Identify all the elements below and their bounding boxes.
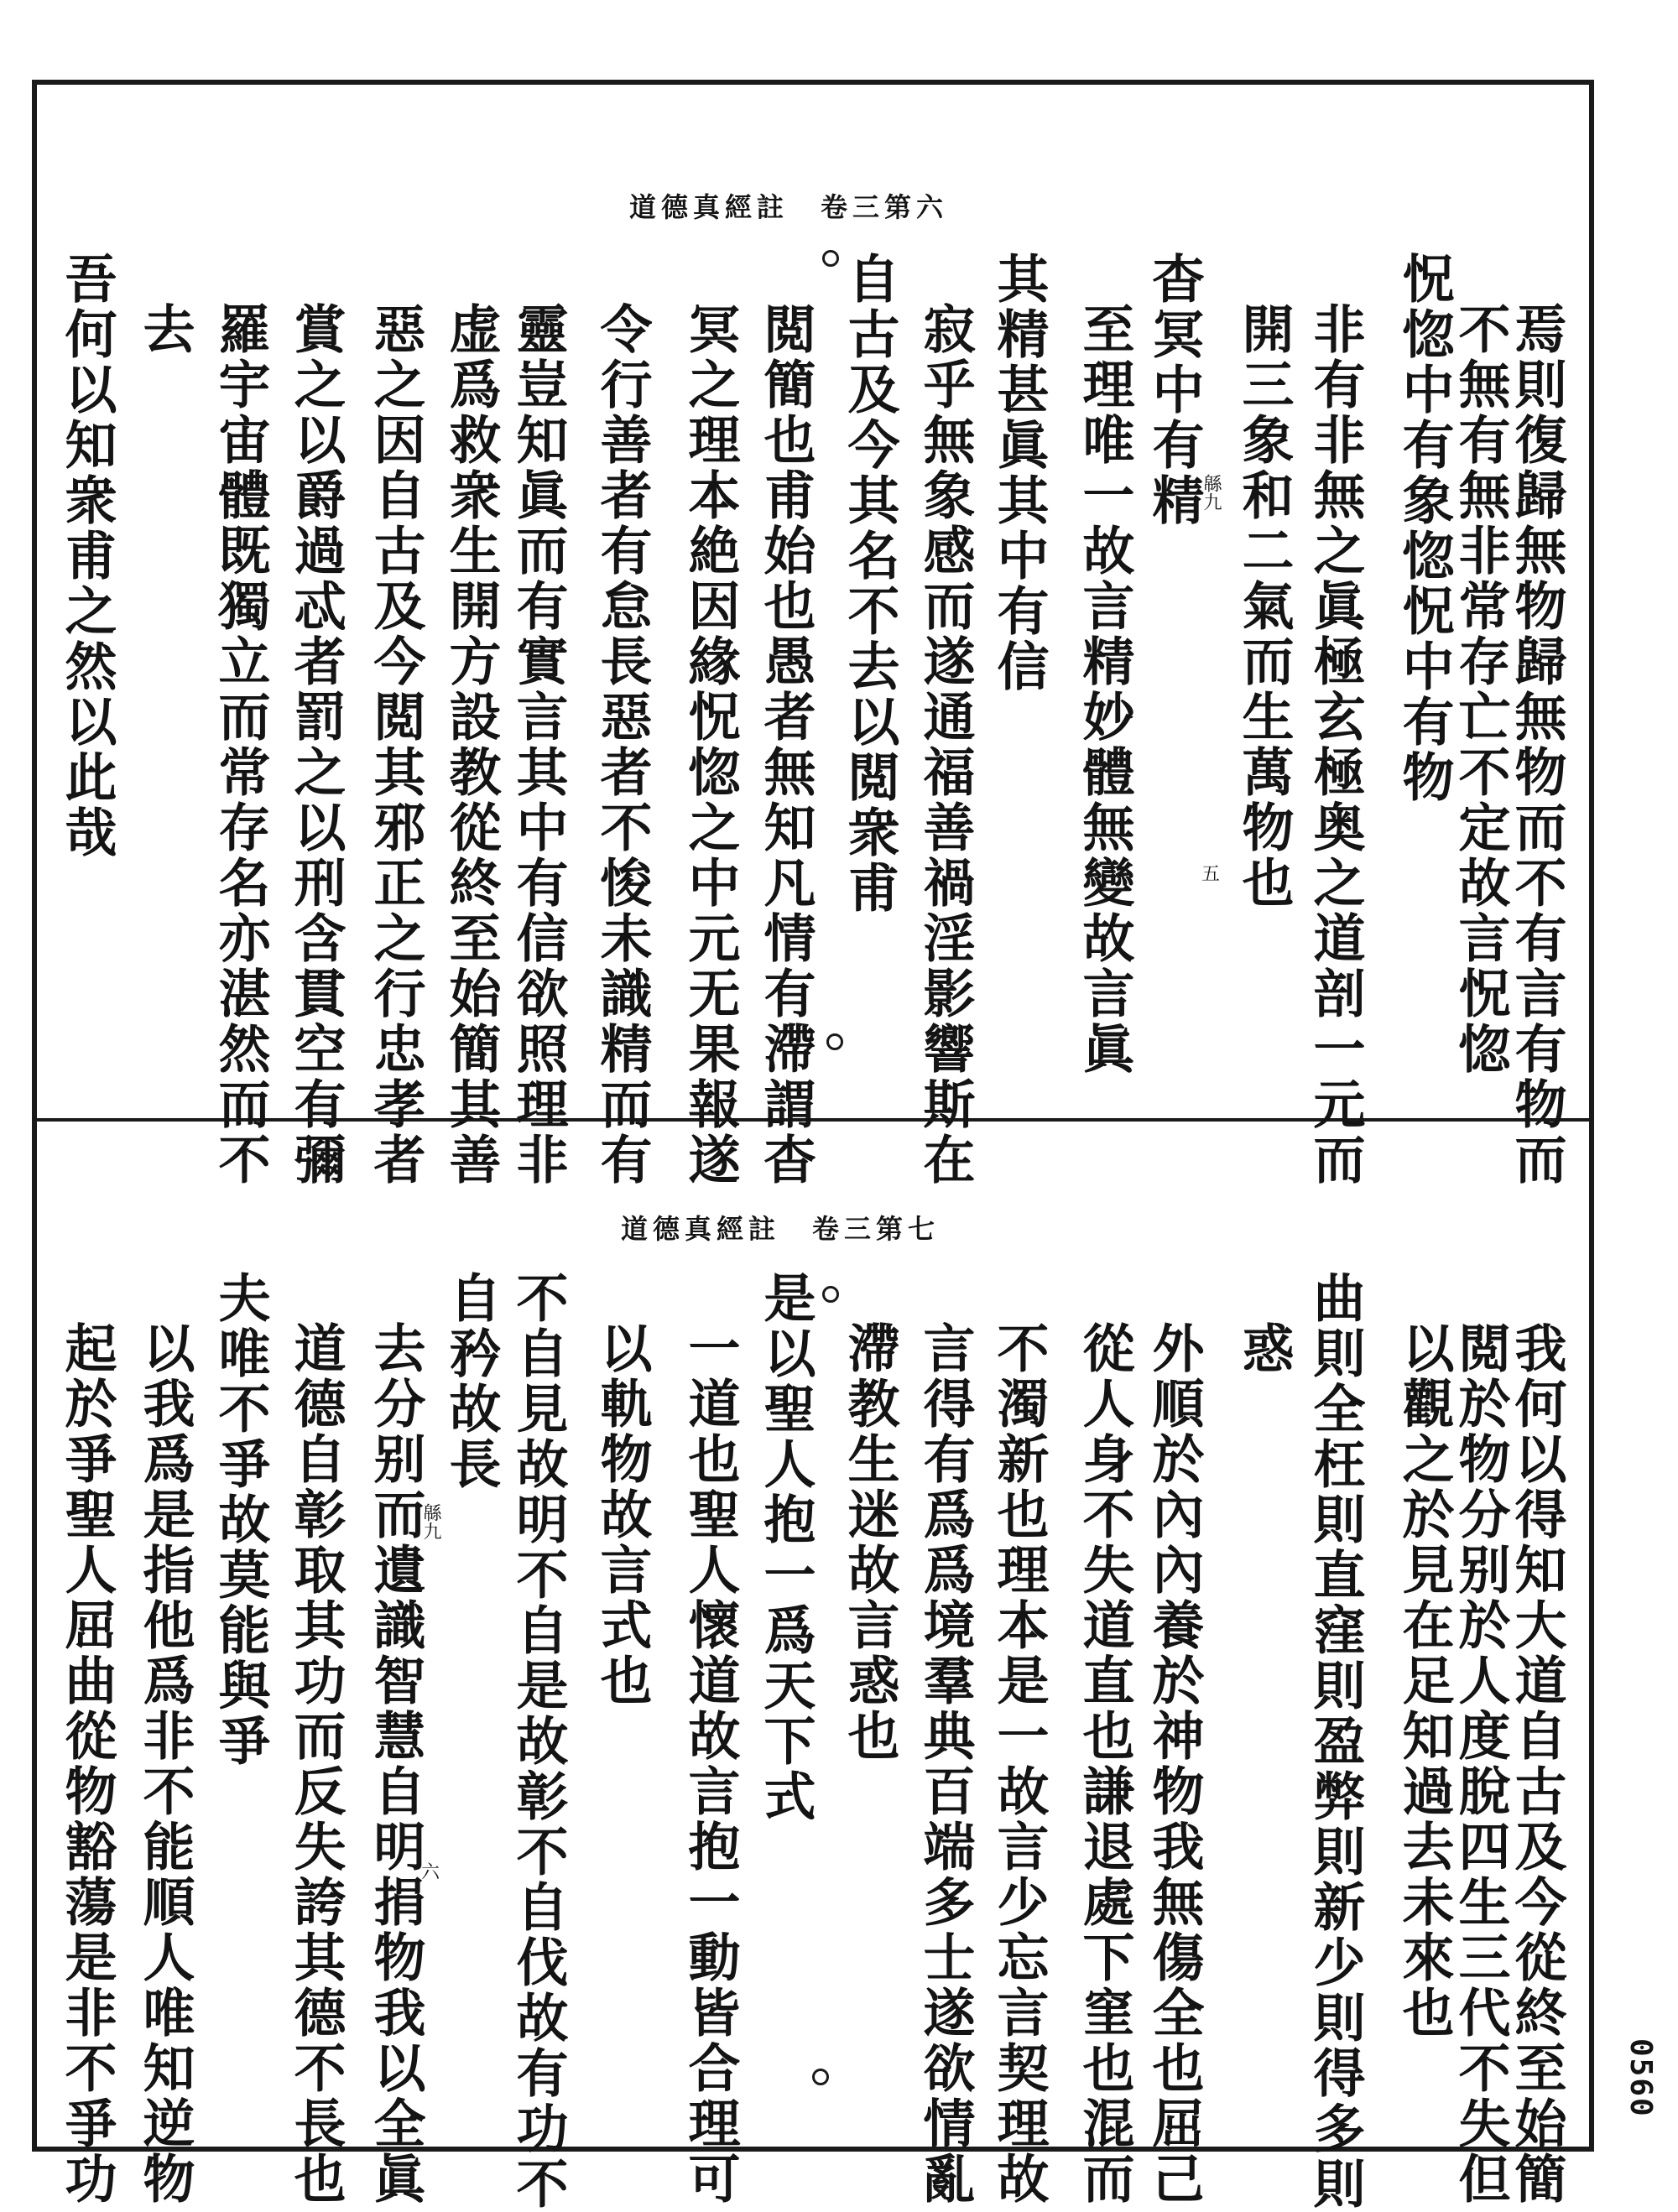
bottom-column-13: 以軌物故言式也 — [591, 1321, 653, 1709]
top-column-13: 令行善者有怠長惡者不悛未識精而有 — [591, 302, 653, 1188]
top-column-17: 賞之以爵過忒者罰之以刑含貫空有彌 — [285, 302, 347, 1188]
bottom-column-14: 不自見故明不自是故彰不自伐故有功不 — [508, 1271, 569, 2212]
bottom-column-20: 起於爭聖人屈曲從物豁蕩是非不爭功 — [56, 1321, 117, 2207]
bottom-column-3: 以觀之於見在足知過去未來也 — [1394, 1321, 1455, 2041]
bottom-series-mark: 緜九 — [420, 1503, 441, 1540]
top-column-9: 寂乎無象感而遂通福善禍淫影響斯在 — [915, 302, 976, 1188]
bottom-column-16: 去分别而遺識智慧自明捐物我以全眞 — [365, 1321, 426, 2207]
top-column-19: 去 — [134, 302, 195, 357]
top-column-3: 怳惚中有象惚怳中有物 — [1394, 252, 1455, 805]
bottom-page-mark: 六 — [421, 1862, 440, 1883]
bottom-column-10: 滯教生迷故言惑也 — [839, 1321, 900, 1764]
top-column-7: 至理唯一故言精妙體無變故言眞 — [1074, 302, 1135, 1077]
circle-mark — [822, 250, 839, 267]
top-column-18: 羅宇宙體既獨立而常存名亦湛然而不 — [210, 302, 271, 1188]
bottom-column-12: 一道也聖人懷道故言抱一動皆合理可 — [680, 1321, 741, 2207]
bottom-column-19: 以我爲是指他爲非不能順人唯知逆物 — [134, 1321, 195, 2207]
bottom-page-header: 道德真經註 卷三第七 — [621, 1213, 941, 1245]
top-page-mark: 五 — [1201, 864, 1221, 885]
bottom-column-18: 夫唯不爭故莫能與爭 — [210, 1271, 271, 1769]
top-column-14: 靈豈知眞而有實言其中有信欲照理非 — [508, 302, 569, 1188]
bottom-column-1: 我何以得知大道自古及今從終至始簡 — [1506, 1321, 1567, 2207]
bottom-column-7: 從人身不失道直也謙退處下窐也混而 — [1074, 1321, 1135, 2207]
bottom-column-17: 道德自彰取其功而反失誇其德不長也 — [285, 1321, 347, 2207]
top-column-4: 非有非無之眞極玄極奥之道剖一元而 — [1305, 302, 1366, 1188]
outer-page-number: 0560 — [1623, 2038, 1658, 2118]
bottom-column-2: 閲於物分别於人度脫四生三代不失但 — [1450, 1321, 1511, 2207]
bottom-column-5: 惑 — [1233, 1321, 1295, 1377]
top-column-6: 杳冥中有精 — [1144, 252, 1205, 528]
top-column-2: 不無有無非常存亡不定故言怳惚 — [1450, 302, 1511, 1077]
top-column-1: 焉則復歸無物歸無物而不有言有物而 — [1506, 302, 1567, 1188]
circle-mark — [812, 2069, 829, 2085]
bottom-column-11: 是以聖人抱一爲天下式 — [755, 1271, 816, 1824]
top-column-11: 閲簡也甫始也愚者無知凡情有滯謂杳 — [755, 302, 816, 1188]
top-column-16: 惡之因自古及今閲其邪正之行忠孝者 — [365, 302, 426, 1188]
top-page-header: 道德真經註 卷三第六 — [629, 191, 949, 223]
top-column-5: 開三象和二氣而生萬物也 — [1233, 302, 1295, 911]
bottom-column-6: 外順於內內養於神物我無傷全也屈己 — [1144, 1321, 1205, 2207]
circle-mark — [822, 1286, 839, 1303]
bottom-column-8: 不濁新也理本是一故言少忘言契理故 — [988, 1321, 1050, 2207]
top-series-mark: 緜九 — [1201, 474, 1222, 511]
top-column-15: 虚爲救衆生開方設教從終至始簡其善 — [440, 302, 502, 1188]
bottom-column-4: 曲則全枉則直窪則盈弊則新少則得多則 — [1305, 1271, 1366, 2212]
circle-mark — [826, 1033, 843, 1050]
top-column-12: 冥之理本絶因緣怳惚之中元无果報遂 — [680, 302, 741, 1188]
bottom-column-15: 自矜故長 — [440, 1271, 502, 1492]
top-column-8: 其精甚眞其中有信 — [988, 252, 1050, 695]
bottom-column-9: 言得有爲爲境羣典百端多士遂欲情亂 — [915, 1321, 976, 2207]
top-column-10: 自古及今其名不去以閲衆甫 — [839, 252, 900, 916]
top-column-20: 吾何以知衆甫之然以此哉 — [56, 252, 117, 861]
